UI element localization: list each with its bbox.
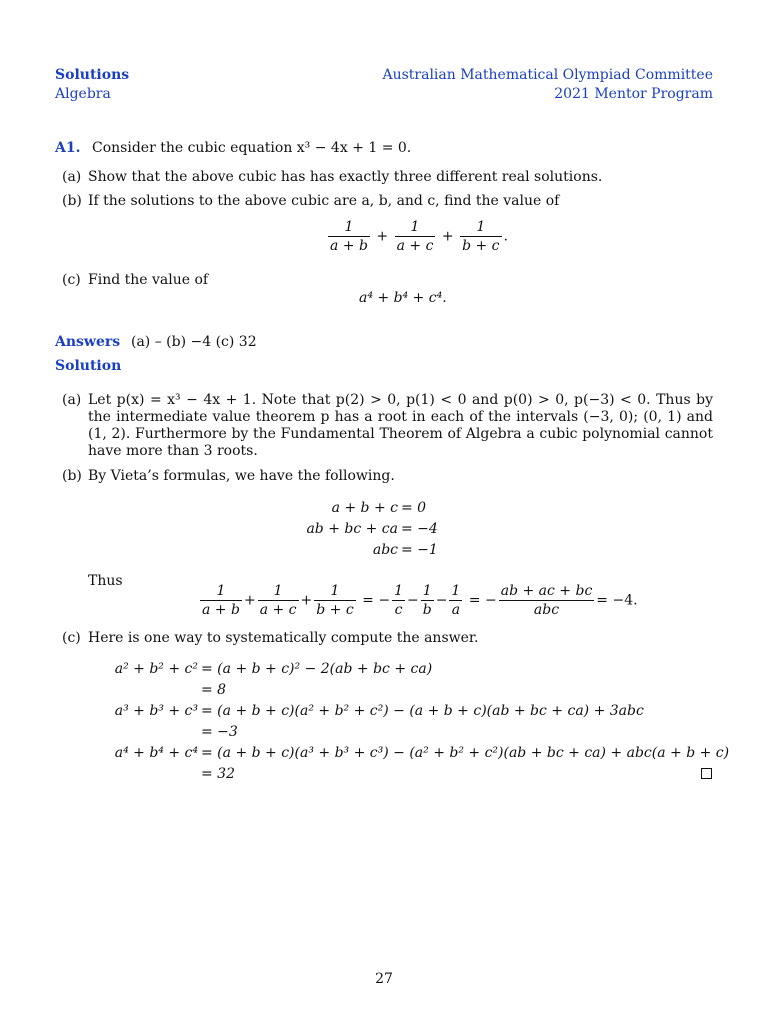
solution-a-text: Let p(x) = x³ − 4x + 1. Note that p(2) > 0, p(1) < 0 and p(0) > 0, p(−3) < 0. Thus by the intermediate value theorem p has a root in each of the intervals (−3, 0); (0, 1) and (1, 2). Furthermore by the Fundamental Theorem of Algebra a cubic polynomial cannot have more than 3 roots. bbox=[88, 392, 713, 459]
fraction-numerator: 1 bbox=[200, 584, 242, 601]
fraction bbox=[392, 584, 405, 617]
solution-b-text: By Vieta’s formulas, we have the following. bbox=[88, 468, 395, 484]
vieta-lhs-1: a + b + c bbox=[331, 500, 398, 516]
calc-rhs-5: = (a + b + c)(a³ + b³ + c³) − (a² + b² + c²)(ab + bc + ca) + abc(a + b + c) bbox=[201, 745, 730, 761]
vieta-rhs-1: = 0 bbox=[401, 500, 427, 516]
fraction bbox=[200, 584, 242, 617]
header-organization: Australian Mathematical Olympiad Committee bbox=[382, 67, 713, 83]
fraction-denominator: abc bbox=[533, 602, 560, 618]
expr-c-display: a⁴ + b⁴ + c⁴. bbox=[359, 290, 447, 306]
fraction-denominator: a + c bbox=[396, 238, 434, 254]
fraction-denominator: a + b bbox=[202, 602, 240, 618]
calc-rhs-1: = (a + b + c)² − 2(ab + bc + ca) bbox=[201, 661, 433, 677]
fraction-numerator: 1 bbox=[328, 220, 370, 237]
fraction-numerator: 1 bbox=[421, 584, 434, 601]
fraction-denominator: b bbox=[422, 602, 432, 618]
calc-lhs-3: a³ + b³ + c³ bbox=[114, 703, 198, 719]
calc-rhs-2: = 8 bbox=[201, 682, 227, 698]
fraction bbox=[328, 220, 370, 253]
part-c-label: (c) bbox=[62, 272, 81, 288]
expr-b-display: $\frac{1}{a + b}$ + $\frac{1}{a + c}$ + $\frac{1}{b + c}$ . bbox=[330, 219, 508, 254]
fraction-denominator: c bbox=[394, 602, 403, 618]
fraction bbox=[449, 584, 462, 617]
qed-box-icon bbox=[701, 768, 712, 779]
solution-b-label: (b) bbox=[62, 468, 82, 484]
header-subsection: Algebra bbox=[55, 86, 111, 102]
part-b-label: (b) bbox=[62, 193, 82, 209]
vieta-rhs-3: = −1 bbox=[401, 542, 438, 558]
page-number: 27 bbox=[375, 971, 393, 987]
fraction bbox=[314, 584, 355, 617]
thus-label: Thus bbox=[88, 573, 123, 589]
fraction-denominator: b + c bbox=[462, 238, 500, 254]
vieta-rhs-2: = −4 bbox=[401, 521, 438, 537]
fraction bbox=[499, 584, 595, 617]
thus-equation: $\frac{1}{a + b}$ + $\frac{1}{a + c}$ + $\frac{1}{b + c}$ = − $\frac{1}{c}$ − $\frac{1}{b}$ − $\frac{1}{a}$ = − $\frac{ab + ac + bc}{\text{abc}}$ = −4. bbox=[202, 583, 638, 618]
part-a-text: Show that the above cubic has has exactly three different real solutions. bbox=[88, 169, 603, 185]
part-a-label: (a) bbox=[62, 169, 82, 185]
fraction-numerator: 1 bbox=[395, 220, 436, 237]
fraction-numerator: ab + ac + bc bbox=[500, 583, 593, 599]
thus-result: = −4. bbox=[596, 592, 638, 609]
fraction bbox=[258, 584, 299, 617]
calc-lhs-1: a² + b² + c² bbox=[114, 661, 198, 677]
answers-text: (a) – (b) −4 (c) 32 bbox=[131, 334, 257, 350]
problem-statement: Consider the cubic equation x³ − 4x + 1 = 0. bbox=[92, 140, 412, 156]
fraction-numerator: 1 bbox=[460, 220, 501, 237]
fraction-denominator: b + c bbox=[316, 602, 354, 618]
fraction bbox=[460, 220, 501, 253]
solution-heading: Solution bbox=[55, 358, 122, 374]
solution-c-label: (c) bbox=[62, 630, 81, 646]
fraction bbox=[395, 220, 436, 253]
fraction-numerator: 1 bbox=[394, 583, 403, 599]
part-c-text: Find the value of bbox=[88, 272, 209, 288]
header-section-title: Solutions bbox=[55, 67, 130, 83]
fraction-numerator: 1 bbox=[314, 584, 355, 601]
fraction-denominator: a bbox=[451, 602, 461, 618]
calc-rhs-6: = 32 bbox=[201, 766, 235, 782]
fraction bbox=[421, 584, 434, 617]
fraction-numerator: 1 bbox=[258, 584, 299, 601]
fraction-denominator: a + b bbox=[330, 238, 368, 254]
problem-number: A1. bbox=[55, 140, 81, 156]
part-b-text: If the solutions to the above cubic are a, b, and c, find the value of bbox=[88, 193, 560, 209]
vieta-lhs-2: ab + bc + ca bbox=[306, 521, 398, 537]
calc-rhs-3: = (a + b + c)(a² + b² + c²) − (a + b + c)(ab + bc + ca) + 3abc bbox=[201, 703, 644, 719]
fraction-denominator: a + c bbox=[259, 602, 297, 618]
answers-heading: Answers bbox=[55, 334, 121, 350]
calc-lhs-5: a⁴ + b⁴ + c⁴ bbox=[114, 745, 198, 761]
header-program: 2021 Mentor Program bbox=[554, 86, 713, 102]
solution-c-text: Here is one way to systematically compute the answer. bbox=[88, 630, 479, 646]
fraction-numerator: 1 bbox=[451, 583, 461, 599]
calc-rhs-4: = −3 bbox=[201, 724, 238, 740]
solution-a-label: (a) bbox=[62, 392, 82, 408]
vieta-lhs-3: abc bbox=[372, 542, 398, 558]
